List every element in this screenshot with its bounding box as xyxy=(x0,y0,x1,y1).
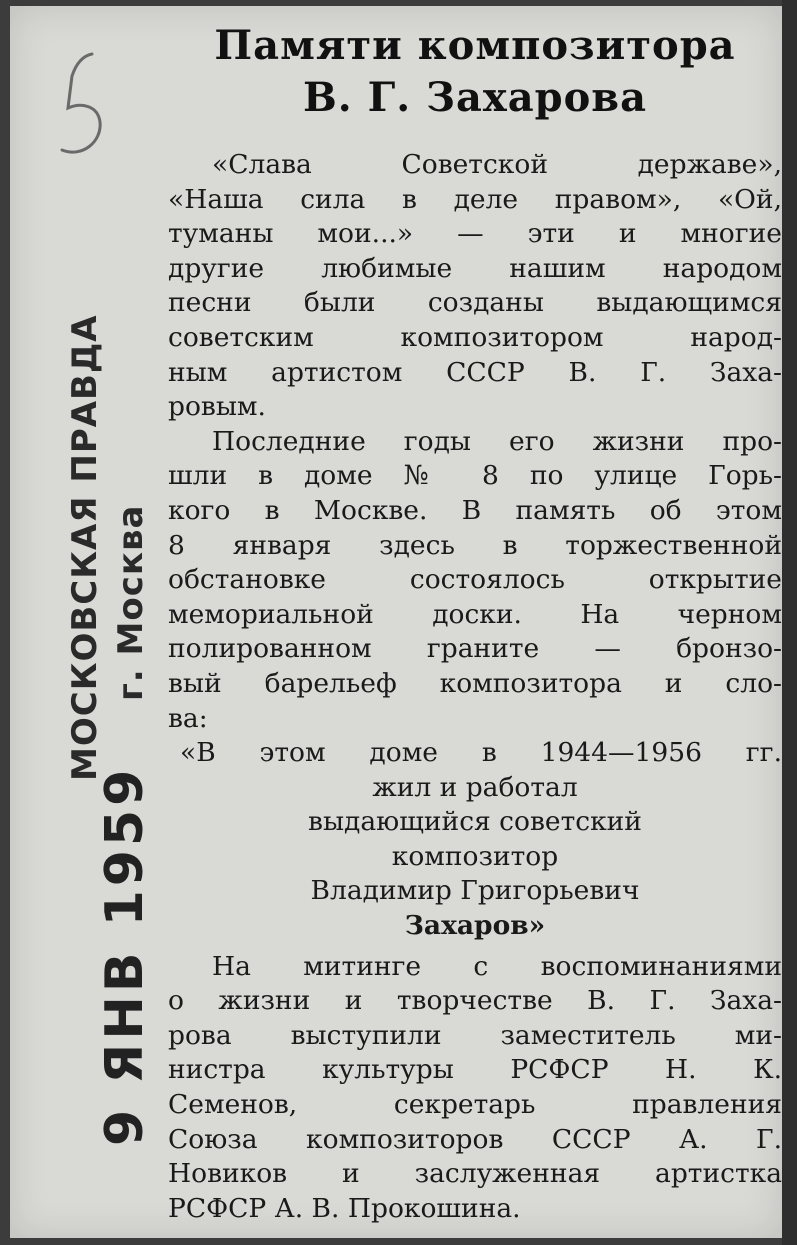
text-line: туманы мои...» — эти и многие xyxy=(168,218,782,250)
article xyxy=(168,20,782,1226)
text-line: Последние годы его жизни про- xyxy=(212,425,782,457)
background-edge xyxy=(782,0,797,1245)
text-line: песни были созданы выдающимся xyxy=(168,287,782,319)
text-line: вый барельеф композитора и сло- xyxy=(168,667,782,699)
text-line: ровым. xyxy=(168,391,266,423)
text-line: Семенов, секретарь правления xyxy=(168,1089,782,1121)
quote-line: выдающийся советский xyxy=(308,806,642,838)
quote-line: Владимир Григорьевич xyxy=(310,875,640,907)
text-line: шли в доме № 8 по улице Горь- xyxy=(168,460,782,492)
text-line: полированном граните — бронзо- xyxy=(168,633,782,665)
article-title xyxy=(168,20,782,124)
paragraph-1 xyxy=(168,148,782,425)
text-line: мемориальной доски. На черном xyxy=(168,598,782,630)
newspaper-clipping xyxy=(10,6,782,1238)
text-line: ва: xyxy=(168,702,208,734)
date-stamp xyxy=(65,306,155,1166)
text-line: РСФСР А. В. Прокошина. xyxy=(168,1192,521,1224)
title-line-2: В. Г. Захарова xyxy=(302,74,648,121)
text-line: советским композитором народ- xyxy=(168,321,782,353)
text-line: Новиков и заслуженная артистка xyxy=(168,1158,782,1190)
text-line: Союза композиторов СССР А. Г. xyxy=(168,1123,782,1155)
text-line: «Слава Советской державе», xyxy=(212,149,782,180)
text-line: «Наша сила в деле правом», «Ой, xyxy=(168,183,782,215)
quote-line: жил и работал xyxy=(372,771,578,803)
paragraph-2 xyxy=(168,425,782,736)
text-line: обстановке состоялось открытие xyxy=(168,564,782,596)
stamp-city: г. Москва xyxy=(111,504,151,701)
quote-line-name: Захаров» xyxy=(404,910,546,942)
quote-line: «В этом доме в 1944—1956 гг. xyxy=(180,737,782,769)
text-line: рова выступили заместитель ми- xyxy=(168,1019,782,1051)
plaque-inscription xyxy=(168,736,782,944)
title-line-1: Памяти композитора xyxy=(214,22,736,69)
text-line: о жизни и творчестве В. Г. Заха- xyxy=(168,985,782,1017)
quote-line: композитор xyxy=(391,840,559,872)
text-line: другие любимые нашим народом xyxy=(168,252,782,284)
stamp-newspaper-name: МОСКОВСКАЯ ПРАВДА xyxy=(65,314,105,781)
text-line: нистра культуры РСФСР Н. К. xyxy=(168,1054,782,1086)
text-line: ным артистом СССР В. Г. Заха- xyxy=(168,356,782,388)
pencil-mark xyxy=(42,46,112,166)
paragraph-3 xyxy=(168,950,782,1227)
stamp-date: 9 ЯНВ 1959 xyxy=(95,765,155,1146)
text-line: 8 января здесь в торжественной xyxy=(168,529,782,561)
text-line: На митинге с воспоминаниями xyxy=(212,950,782,982)
text-line: кого в Москве. В память об этом xyxy=(168,494,782,526)
